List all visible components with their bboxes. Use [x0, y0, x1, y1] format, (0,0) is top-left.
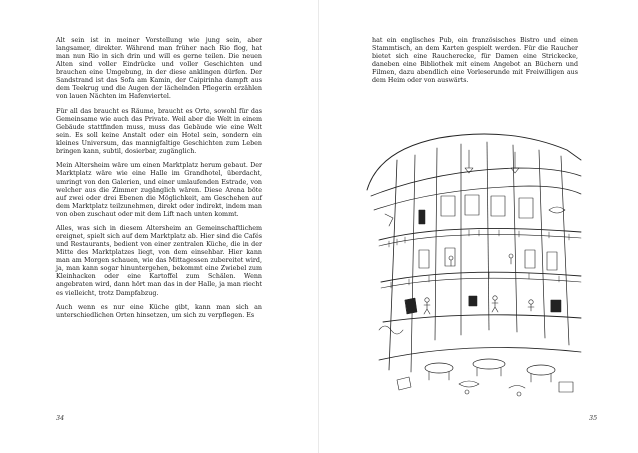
paragraph: hat ein englisches Pub, ein französisches Bistro und einen Stammtisch, an dem Karten gespielt werden. Für die Raucher bietet sich eine Raucherecke, für Damen eine Strickecke, daneben eine Bibliothek mit einem Angebot an Büchern und Filmen, dazu abendlich eine Vorleserunde mit Freiwilligen aus dem Heim oder von auswärts. [372, 37, 578, 85]
page-number-left: 34 [56, 414, 65, 422]
atrium-sketch-illustration [319, 0, 638, 453]
paragraph: Auch wenn es nur eine Küche gibt, kann man sich an unterschiedlichen Orten hinsetzen, um sich zu verpflegen. Es [56, 303, 262, 320]
left-page [0, 0, 318, 453]
paragraph: Alt sein ist in meiner Vorstellung wie jung sein, aber langsamer, direkter. Während man früher nach Rio flog, hat man nun Rio in sich drin und will es gerne teilen. Die neuen Alten sind voller Eindrücke und voller Geschichten und brauchen eine Umgebung, in der diese anklingen dürfen. Der Sandstrand ist das Sofa am Kamin, der Caipirinha dampft aus dem Teekrug und die Augen der lächelnden Pflegerin erzählen von lauen Nächten im Hafenviertel. [56, 37, 262, 101]
paragraph: Alles, was sich in diesem Altersheim an Gemeinschaftlichem ereignet, spielt sich auf dem Marktplatz ab. Hier sind die Cafés und Restaurants, bedient von einer zentralen Küche, die in der Mitte des Marktplatzes liegt, von dem einsehbar. Hier kann man am Morgen schauen, wie das Mittagessen zubereitet wird, ja, man kann sogar hinuntergehen, bekommt eine Zwiebel zum Kleinhacken oder eine Kartoffel zum Schälen. Wenn angebraten wird, dann hört man das in der Halle, ja man riecht es vielleicht, trotz Dampfabzug. [56, 225, 262, 297]
paragraph: Für all das braucht es Räume, braucht es Orte, sowohl für das Gemeinsame wie auch das Private. Weil aber die Welt in einem Gebäude stattfinden muss, muss das Gebäude wie eine Welt sein. Es soll keine Anstalt oder ein Hotel sein, sondern ein kleines Universum, das mannigfaltige Geschichten zum Leben bringen kann, subtil, dosierbar, zugänglich. [56, 107, 262, 155]
left-text-column [56, 37, 262, 326]
right-page [319, 0, 638, 453]
paragraph: Mein Altersheim wäre um einen Marktplatz herum gebaut. Der Marktplatz wäre wie eine Halle im Grandhotel, überdacht, umringt von den Galerien, und einer umlaufenden Estrade, von welcher aus die Zimmer zugänglich wären. Diese Arena böte auf zwei oder drei Ebenen die Möglichkeit, am Geschehen auf dem Marktplatz teilzunehmen, direkt oder indirekt, indem man von oben zuschaut oder mit dem Lift nach unten kommt. [56, 162, 262, 218]
page-number-right: 35 [589, 414, 598, 422]
